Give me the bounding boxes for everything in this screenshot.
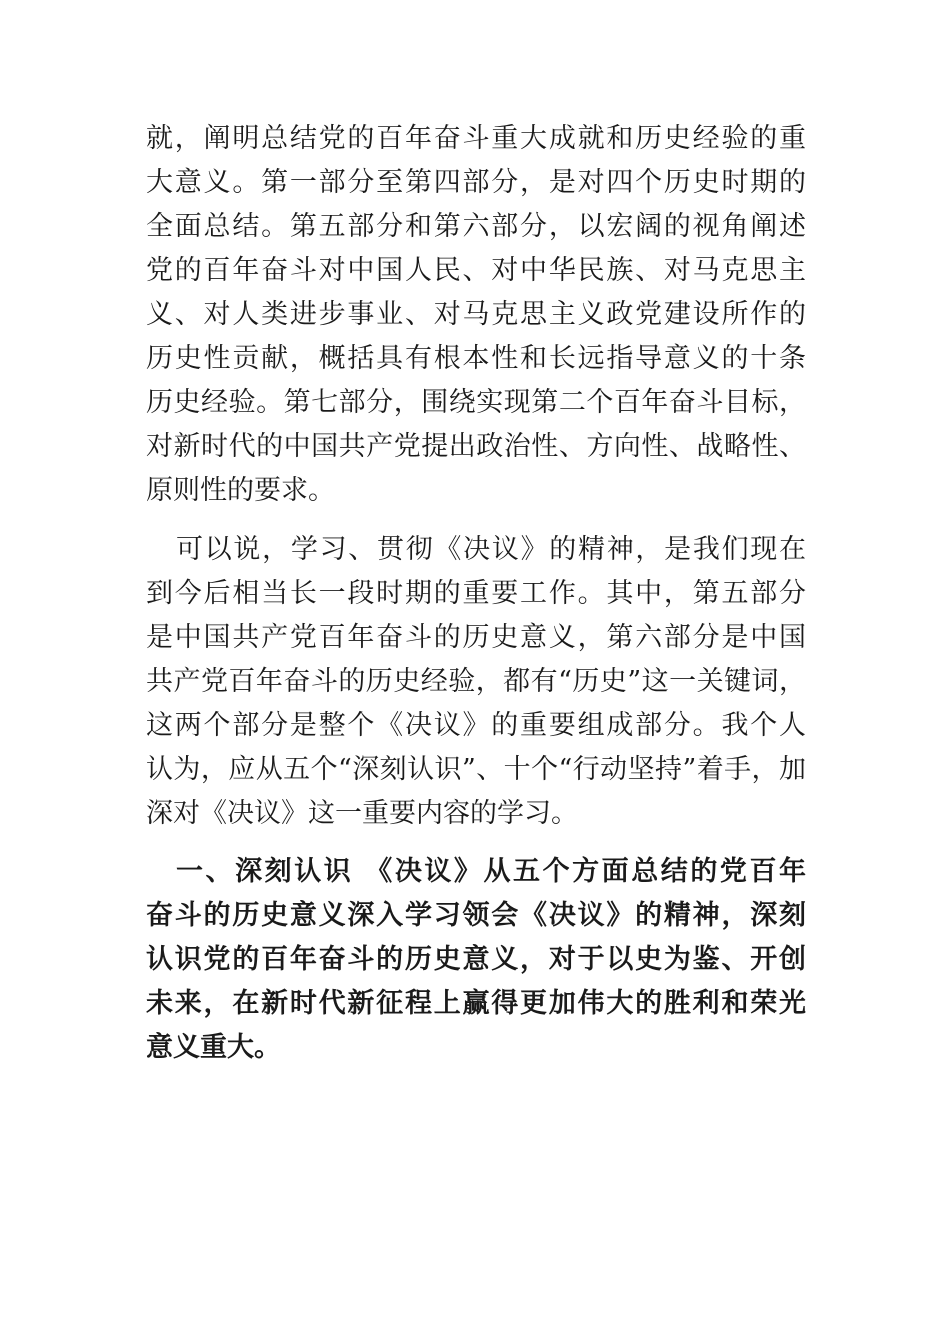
text-line: 深对《决议》这一重要内容的学习。 [146, 798, 578, 829]
text-line: 历史性贡献，概括具有根本性和长远指导意义的十条 [146, 343, 806, 374]
text-line: 义、对人类进步事业、对马克思主义政党建设所作的 [146, 299, 806, 330]
text-line: 共产党百年奋斗的历史经验，都有“历史”这一关键词， [146, 666, 806, 697]
heading-line: 奋斗的历史意义深入学习领会《决议》的精神，深刻 [146, 900, 806, 931]
paragraph-overview [146, 117, 806, 513]
text-line: 对新时代的中国共产党提出政治性、方向性、战略性、 [146, 431, 806, 462]
text-line: 原则性的要求。 [146, 475, 335, 506]
text-line: 就，阐明总结党的百年奋斗重大成就和历史经验的重 [146, 123, 806, 154]
text-line: 历史经验。第七部分，围绕实现第二个百年奋斗目标， [146, 387, 806, 418]
text-line: 认为，应从五个“深刻认识”、十个“行动坚持”着手，加 [146, 754, 806, 785]
paragraph-importance [146, 528, 806, 836]
text-line: 到今后相当长一段时期的重要工作。其中，第五部分 [146, 578, 806, 609]
heading-line: 意义重大。 [146, 1032, 281, 1063]
section-heading-one [146, 850, 806, 1070]
text-line: 全面总结。第五部分和第六部分，以宏阔的视角阐述 [146, 211, 806, 242]
text-line: 大意义。第一部分至第四部分，是对四个历史时期的 [146, 167, 806, 198]
text-line: 可以说，学习、贯彻《决议》的精神，是我们现在 [176, 534, 806, 565]
text-line: 是中国共产党百年奋斗的历史意义，第六部分是中国 [146, 622, 806, 653]
text-line: 党的百年奋斗对中国人民、对中华民族、对马克思主 [146, 255, 806, 286]
text-line: 这两个部分是整个《决议》的重要组成部分。我个人 [146, 710, 806, 741]
heading-line: 未来，在新时代新征程上赢得更加伟大的胜利和荣光 [146, 988, 806, 1019]
heading-line: 一、深刻认识 《决议》从五个方面总结的党百年 [176, 856, 806, 887]
heading-line: 认识党的百年奋斗的历史意义，对于以史为鉴、开创 [146, 944, 806, 975]
